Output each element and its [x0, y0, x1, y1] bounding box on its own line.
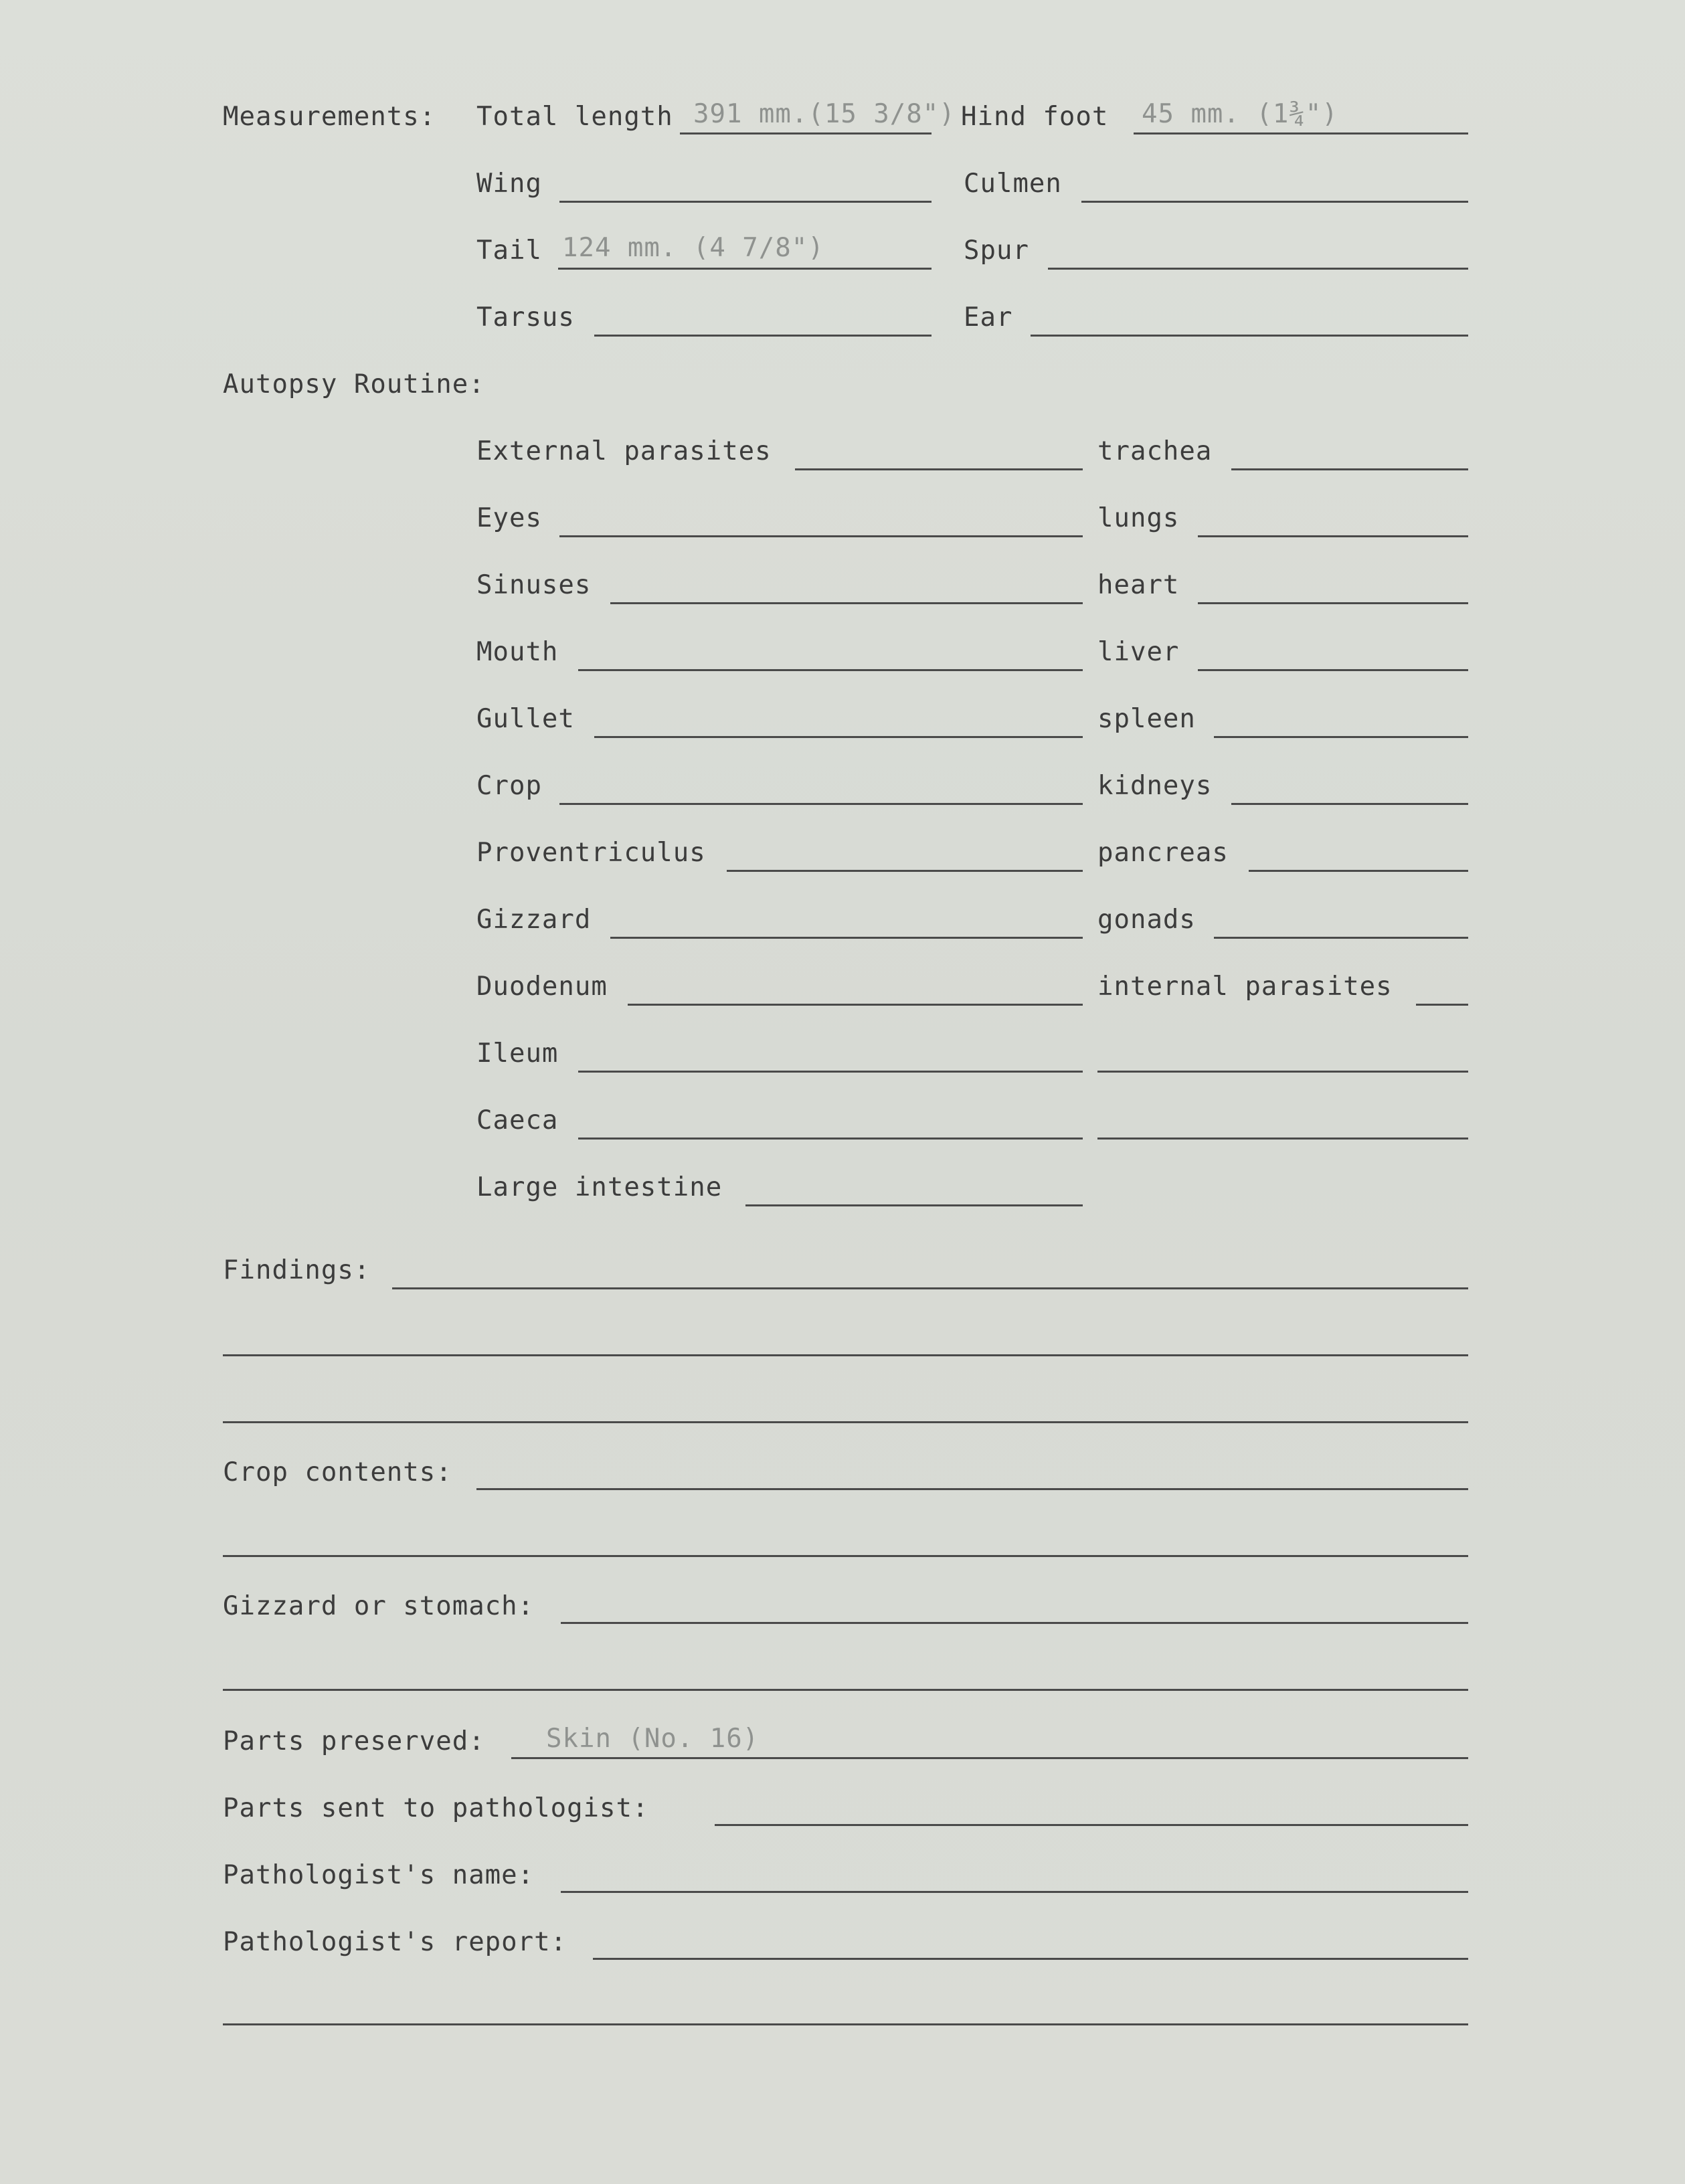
large-intestine-label: Large intestine — [476, 1172, 723, 1202]
mouth-label: Mouth — [476, 637, 559, 667]
gullet-label: Gullet — [476, 704, 575, 734]
findings-line-2[interactable] — [223, 1354, 1468, 1356]
tarsus-line[interactable] — [594, 335, 932, 337]
pancreas-label: pancreas — [1097, 838, 1229, 868]
duodenum-label: Duodenum — [476, 972, 608, 1002]
sinuses-label: Sinuses — [476, 570, 592, 600]
internal-parasites-line[interactable] — [1416, 1004, 1468, 1006]
pathologist-report-line-1[interactable] — [593, 1958, 1468, 1960]
heart-label: heart — [1097, 570, 1180, 600]
pathologist-report-line-2[interactable] — [223, 2023, 1468, 2025]
total-length-line — [680, 132, 932, 134]
spleen-line[interactable] — [1214, 736, 1468, 738]
hind-foot-value[interactable]: 45 mm. (1¾") — [1142, 99, 1338, 129]
spur-line[interactable] — [1048, 268, 1468, 270]
crop-contents-label: Crop contents: — [223, 1457, 452, 1487]
crop-contents-line-2[interactable] — [223, 1555, 1468, 1557]
pathologist-name-label: Pathologist's name: — [223, 1860, 535, 1890]
ear-line[interactable] — [1031, 335, 1468, 337]
liver-label: liver — [1097, 637, 1180, 667]
culmen-label: Culmen — [964, 169, 1062, 199]
tail-label: Tail — [476, 236, 542, 266]
trachea-label: trachea — [1097, 436, 1213, 466]
tail-value[interactable]: 124 mm. (4 7/8") — [562, 233, 824, 263]
internal-parasites-label: internal parasites — [1097, 972, 1393, 1002]
gonads-line[interactable] — [1214, 937, 1468, 939]
autopsy-label: Autopsy Routine: — [223, 369, 485, 399]
pathologist-report-label: Pathologist's report: — [223, 1927, 567, 1957]
tail-line — [558, 268, 932, 270]
eyes-line[interactable] — [559, 535, 1083, 537]
parts-preserved-value[interactable]: Skin (No. 16) — [546, 1724, 760, 1754]
total-length-label: Total length — [476, 102, 673, 132]
wing-line[interactable] — [559, 201, 932, 203]
heart-line[interactable] — [1198, 602, 1468, 604]
gizzard-stomach-line-1[interactable] — [561, 1622, 1468, 1624]
crop-label: Crop — [476, 771, 542, 801]
gizzard-line[interactable] — [610, 937, 1083, 939]
external-parasites-line[interactable] — [795, 468, 1083, 470]
pathologist-name-line[interactable] — [561, 1891, 1468, 1893]
kidneys-label: kidneys — [1097, 771, 1213, 801]
proventriculus-line[interactable] — [727, 870, 1083, 872]
findings-label: Findings: — [223, 1255, 371, 1285]
parts-sent-label: Parts sent to pathologist: — [223, 1793, 649, 1823]
measurements-label: Measurements: — [223, 102, 436, 132]
findings-line-3[interactable] — [223, 1421, 1468, 1423]
hind-foot-label: Hind foot — [961, 102, 1109, 132]
ear-label: Ear — [964, 302, 1013, 333]
mouth-line[interactable] — [578, 669, 1083, 671]
crop-line[interactable] — [559, 803, 1083, 805]
wing-label: Wing — [476, 169, 542, 199]
caeca-line[interactable] — [578, 1138, 1083, 1140]
gonads-label: gonads — [1097, 905, 1196, 935]
culmen-line[interactable] — [1081, 201, 1468, 203]
eyes-label: Eyes — [476, 503, 542, 533]
caeca-label: Caeca — [476, 1105, 559, 1135]
pancreas-line[interactable] — [1249, 870, 1468, 872]
parts-preserved-line — [511, 1757, 1468, 1759]
crop-contents-line-1[interactable] — [476, 1488, 1468, 1490]
duodenum-line[interactable] — [628, 1004, 1083, 1006]
extra-right-line-1[interactable] — [1097, 1071, 1468, 1073]
proventriculus-label: Proventriculus — [476, 838, 706, 868]
lungs-line[interactable] — [1198, 535, 1468, 537]
large-intestine-line[interactable] — [745, 1204, 1083, 1206]
gizzard-label: Gizzard — [476, 905, 592, 935]
lungs-label: lungs — [1097, 503, 1180, 533]
gizzard-stomach-label: Gizzard or stomach: — [223, 1591, 535, 1621]
ileum-line[interactable] — [578, 1071, 1083, 1073]
spur-label: Spur — [964, 236, 1029, 266]
parts-preserved-label: Parts preserved: — [223, 1726, 485, 1756]
tarsus-label: Tarsus — [476, 302, 575, 333]
ileum-label: Ileum — [476, 1038, 559, 1069]
gizzard-stomach-line-2[interactable] — [223, 1689, 1468, 1691]
sinuses-line[interactable] — [610, 602, 1083, 604]
liver-line[interactable] — [1198, 669, 1468, 671]
kidneys-line[interactable] — [1231, 803, 1468, 805]
spleen-label: spleen — [1097, 704, 1196, 734]
trachea-line[interactable] — [1231, 468, 1468, 470]
external-parasites-label: External parasites — [476, 436, 772, 466]
total-length-value[interactable]: 391 mm.(15 3/8") — [693, 99, 956, 129]
extra-right-line-2[interactable] — [1097, 1138, 1468, 1140]
hind-foot-line — [1134, 132, 1468, 134]
gullet-line[interactable] — [594, 736, 1083, 738]
parts-sent-line[interactable] — [715, 1824, 1468, 1826]
findings-line-1[interactable] — [392, 1287, 1468, 1289]
